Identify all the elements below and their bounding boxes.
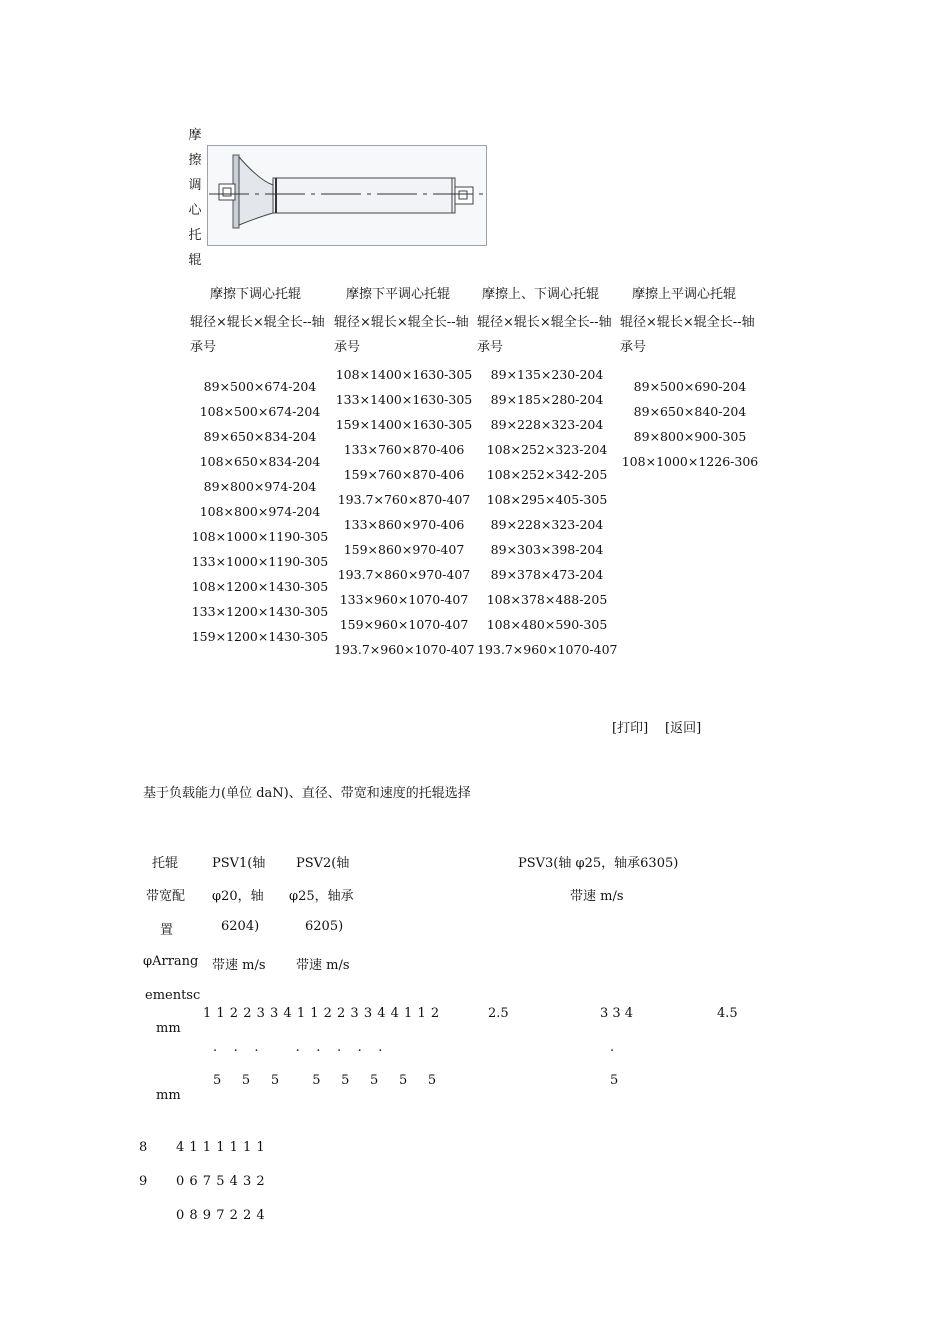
bottom-left-number: 8 [139,1140,148,1155]
speed-value: 4.5 [717,1006,738,1021]
speeds-row: 1 1 2 2 3 3 4 1 1 2 2 3 3 4 4 1 1 2 [203,1006,440,1021]
list-item: 89×228×323-204 [490,517,604,532]
column-items [190,374,330,649]
psv1-label: 6204) [221,919,260,934]
side-title-char: 擦 [188,153,202,168]
list-item: 108×378×488-205 [486,592,608,607]
five: 5 [610,1073,619,1088]
psv1-label: 带速 m/s [212,958,266,973]
column-spec-line2: 承号 [477,340,504,355]
list-item: 193.7×760×870-407 [337,492,471,507]
psv2-label: PSV2(轴 [296,856,350,871]
column-spec-line2: 承号 [334,340,361,355]
column-items [620,374,760,474]
back-link[interactable]: [返回] [665,721,702,736]
column-spec-line1: 辊径×辊长×辊全长--轴 [477,315,612,330]
list-item: 108×800×974-204 [199,504,321,519]
side-title-char: 辊 [188,253,202,268]
list-item: 133×1000×1190-305 [191,554,329,569]
list-item: 89×303×398-204 [490,542,604,557]
list-item: 159×860×970-407 [343,542,465,557]
row-label: φArrang [143,954,199,969]
dot: . [610,1040,615,1055]
side-title-char: 心 [188,203,202,218]
column-spec-line2: 承号 [620,340,647,355]
psv1-label: PSV1(轴 [212,856,266,871]
roller-diagram [207,145,487,246]
print-link[interactable]: [打印] [612,721,649,736]
psv2-label: φ25，轴承 [289,889,354,904]
side-title-char: 托 [188,228,202,243]
list-item: 108×500×674-204 [199,404,321,419]
psv3-speed-label: 带速 m/s [570,889,624,904]
psv1-label: φ20，轴 [212,889,264,904]
bottom-row: 0 8 9 7 2 2 4 [176,1208,265,1223]
list-item: 89×135×230-204 [490,367,604,382]
list-item: 193.7×860×970-407 [337,567,471,582]
list-item: 108×1000×1190-305 [191,529,329,544]
row-label: 托辊 [152,856,179,871]
list-item: 108×650×834-204 [199,454,321,469]
row-label: 置 [160,923,174,938]
list-item: 108×252×342-205 [486,467,608,482]
dots-row: . . . . . . . . [213,1040,383,1055]
list-item: 108×480×590-305 [486,617,608,632]
column-spec-line1: 辊径×辊长×辊全长--轴 [190,315,325,330]
column-spec-line1: 辊径×辊长×辊全长--轴 [620,315,755,330]
psv3-title: PSV3(轴 φ25，轴承6305) [518,856,679,871]
list-item: 159×760×870-406 [343,467,465,482]
list-item: 193.7×960×1070-407 [477,642,618,657]
list-item: 159×960×1070-407 [339,617,469,632]
list-item: 89×185×280-204 [490,392,604,407]
bottom-row: 0 6 7 5 4 3 2 [176,1174,265,1189]
list-item: 89×228×323-204 [490,417,604,432]
list-item: 89×800×974-204 [203,479,317,494]
column-title: 摩擦上、下调心托辊 [482,287,600,302]
column-items [334,362,474,662]
row-label: 带宽配 [146,889,186,904]
list-item: 108×1400×1630-305 [335,367,473,382]
list-item: 133×960×1070-407 [339,592,469,607]
list-item: 89×500×674-204 [203,379,317,394]
column-items [477,362,617,662]
list-item: 159×1400×1630-305 [335,417,473,432]
column-spec-line2: 承号 [190,340,217,355]
column-spec-line1: 辊径×辊长×辊全长--轴 [334,315,469,330]
unit-label: mm [156,1088,181,1103]
list-item: 108×252×323-204 [486,442,608,457]
list-item: 133×760×870-406 [343,442,465,457]
fives-row: 5 5 5 5 5 5 5 5 [213,1073,437,1088]
section-heading: 基于负载能力(单位 daN)、直径、带宽和速度的托辊选择 [143,786,471,801]
psv2-label: 带速 m/s [296,958,350,973]
side-title-char: 摩 [188,128,202,143]
column-title: 摩擦下调心托辊 [210,287,302,302]
side-title-char: 调 [188,178,202,193]
list-item: 108×1200×1430-305 [191,579,329,594]
unit-label: mm [156,1021,181,1036]
list-item: 108×295×405-305 [486,492,608,507]
list-item: 89×650×840-204 [633,404,747,419]
row-label: ementsc [145,988,201,1003]
list-item: 89×650×834-204 [203,429,317,444]
list-item: 133×1200×1430-305 [191,604,329,619]
list-item: 89×800×900-305 [633,429,747,444]
psv2-label: 6205) [305,919,344,934]
bottom-left-number: 9 [139,1174,148,1189]
list-item: 89×500×690-204 [633,379,747,394]
column-title: 摩擦上平调心托辊 [632,287,737,302]
list-item: 133×1400×1630-305 [335,392,473,407]
speed-value: 3 3 4 [600,1006,634,1021]
list-item: 133×860×970-406 [343,517,465,532]
list-item: 159×1200×1430-305 [191,629,329,644]
bottom-row: 4 1 1 1 1 1 1 [176,1140,265,1155]
list-item: 108×1000×1226-306 [621,454,759,469]
list-item: 193.7×960×1070-407 [334,642,475,657]
speed-value: 2.5 [488,1006,509,1021]
list-item: 89×378×473-204 [490,567,604,582]
column-title: 摩擦下平调心托辊 [346,287,451,302]
